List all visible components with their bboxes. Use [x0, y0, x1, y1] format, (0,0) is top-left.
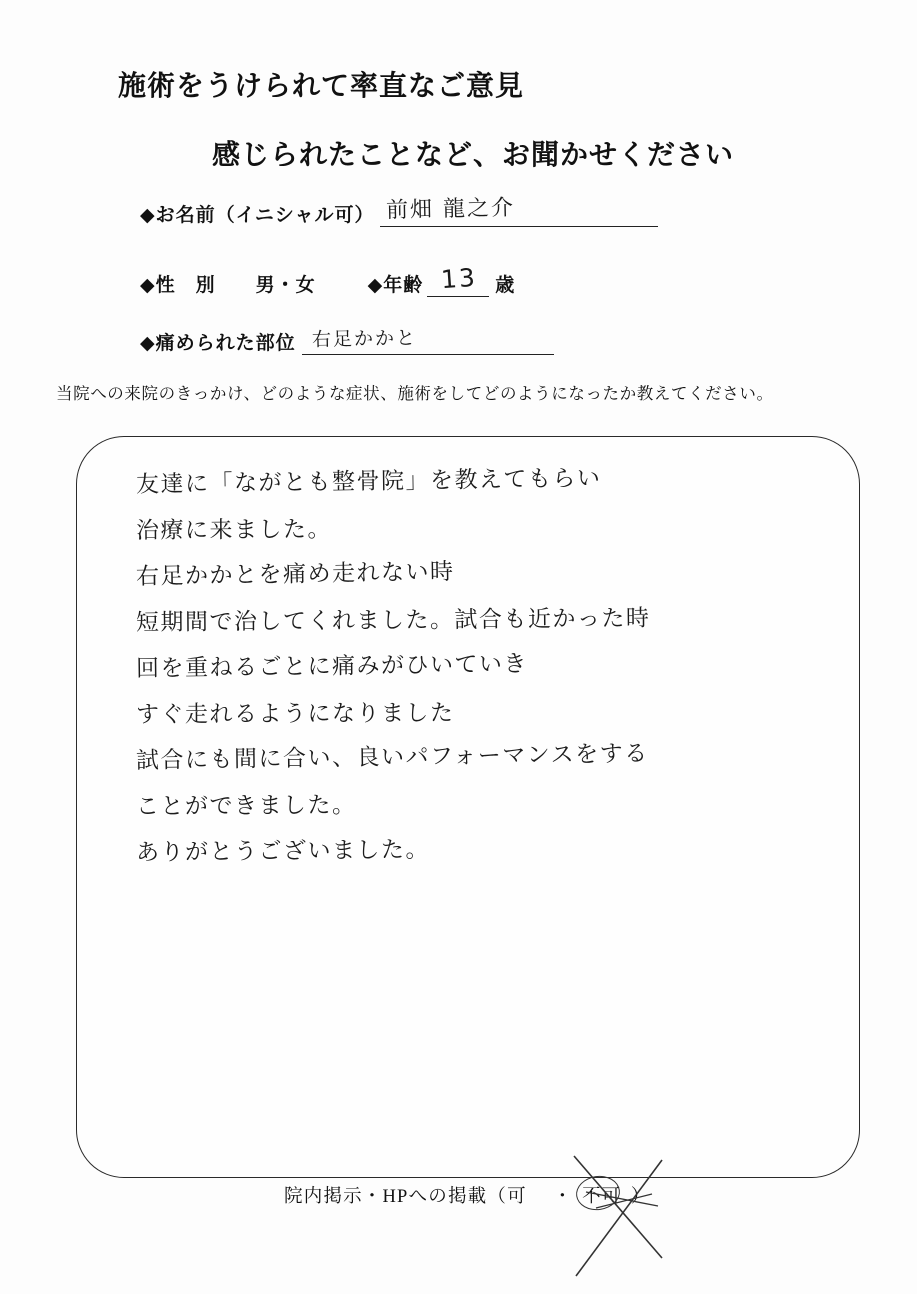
name-handwritten-value: 前畑 龍之介 [386, 195, 516, 224]
field-row-part [140, 326, 554, 355]
answer-line: 短期間で治してくれました。試合も近かった時 [135, 605, 651, 636]
name-label: ◆お名前（イニシャル可） [140, 205, 375, 226]
answer-line: 治療に来ました。 [135, 516, 333, 544]
part-input-line[interactable] [302, 326, 554, 355]
answer-line: 友達に「ながとも整骨院」を教えてもらい [135, 465, 602, 498]
publish-option-no[interactable]: 不可 [582, 1187, 622, 1207]
age-handwritten-value: 13 [440, 262, 479, 295]
answer-handwritten-text [136, 462, 836, 876]
part-handwritten-value: 右足かかと [311, 327, 417, 351]
part-label: ◆痛められた部位 [140, 333, 296, 354]
name-input-line[interactable] [380, 195, 658, 227]
answer-line: 右足かかとを痛め走れない時 [135, 558, 455, 590]
answer-line: すぐ走れるようになりました [135, 700, 455, 728]
answer-line: ありがとうございました。 [135, 836, 431, 866]
answer-line: 試合にも間に合い、良いパフォーマンスをする [135, 740, 649, 774]
publish-separator: ・ [553, 1187, 573, 1207]
page-title-line-1: 施術をうけられて率直なご意見 [118, 71, 525, 102]
publish-closing-paren: ） [630, 1187, 651, 1207]
answer-line: ことができました。 [135, 792, 357, 820]
publish-option-yes[interactable]: 可 [507, 1187, 527, 1207]
page-title-line-2: 感じられたことなど、お聞かせください [212, 140, 735, 171]
instruction-text: 当院への来院のきっかけ、どのような症状、施術をしてどのようになったか教えてください。 [56, 384, 774, 403]
field-row-name [140, 195, 658, 227]
field-row-sex-age [140, 262, 516, 297]
age-input-line[interactable] [427, 262, 489, 297]
age-unit-label: 歳 [495, 275, 516, 296]
age-label: ◆年齢 [367, 275, 424, 296]
answer-line: 回を重ねるごとに痛みがひいていき [135, 651, 529, 682]
publish-label: 院内掲示・HPへの掲載（ [284, 1187, 508, 1207]
sex-label[interactable]: ◆性 別 男・女 [140, 275, 316, 296]
